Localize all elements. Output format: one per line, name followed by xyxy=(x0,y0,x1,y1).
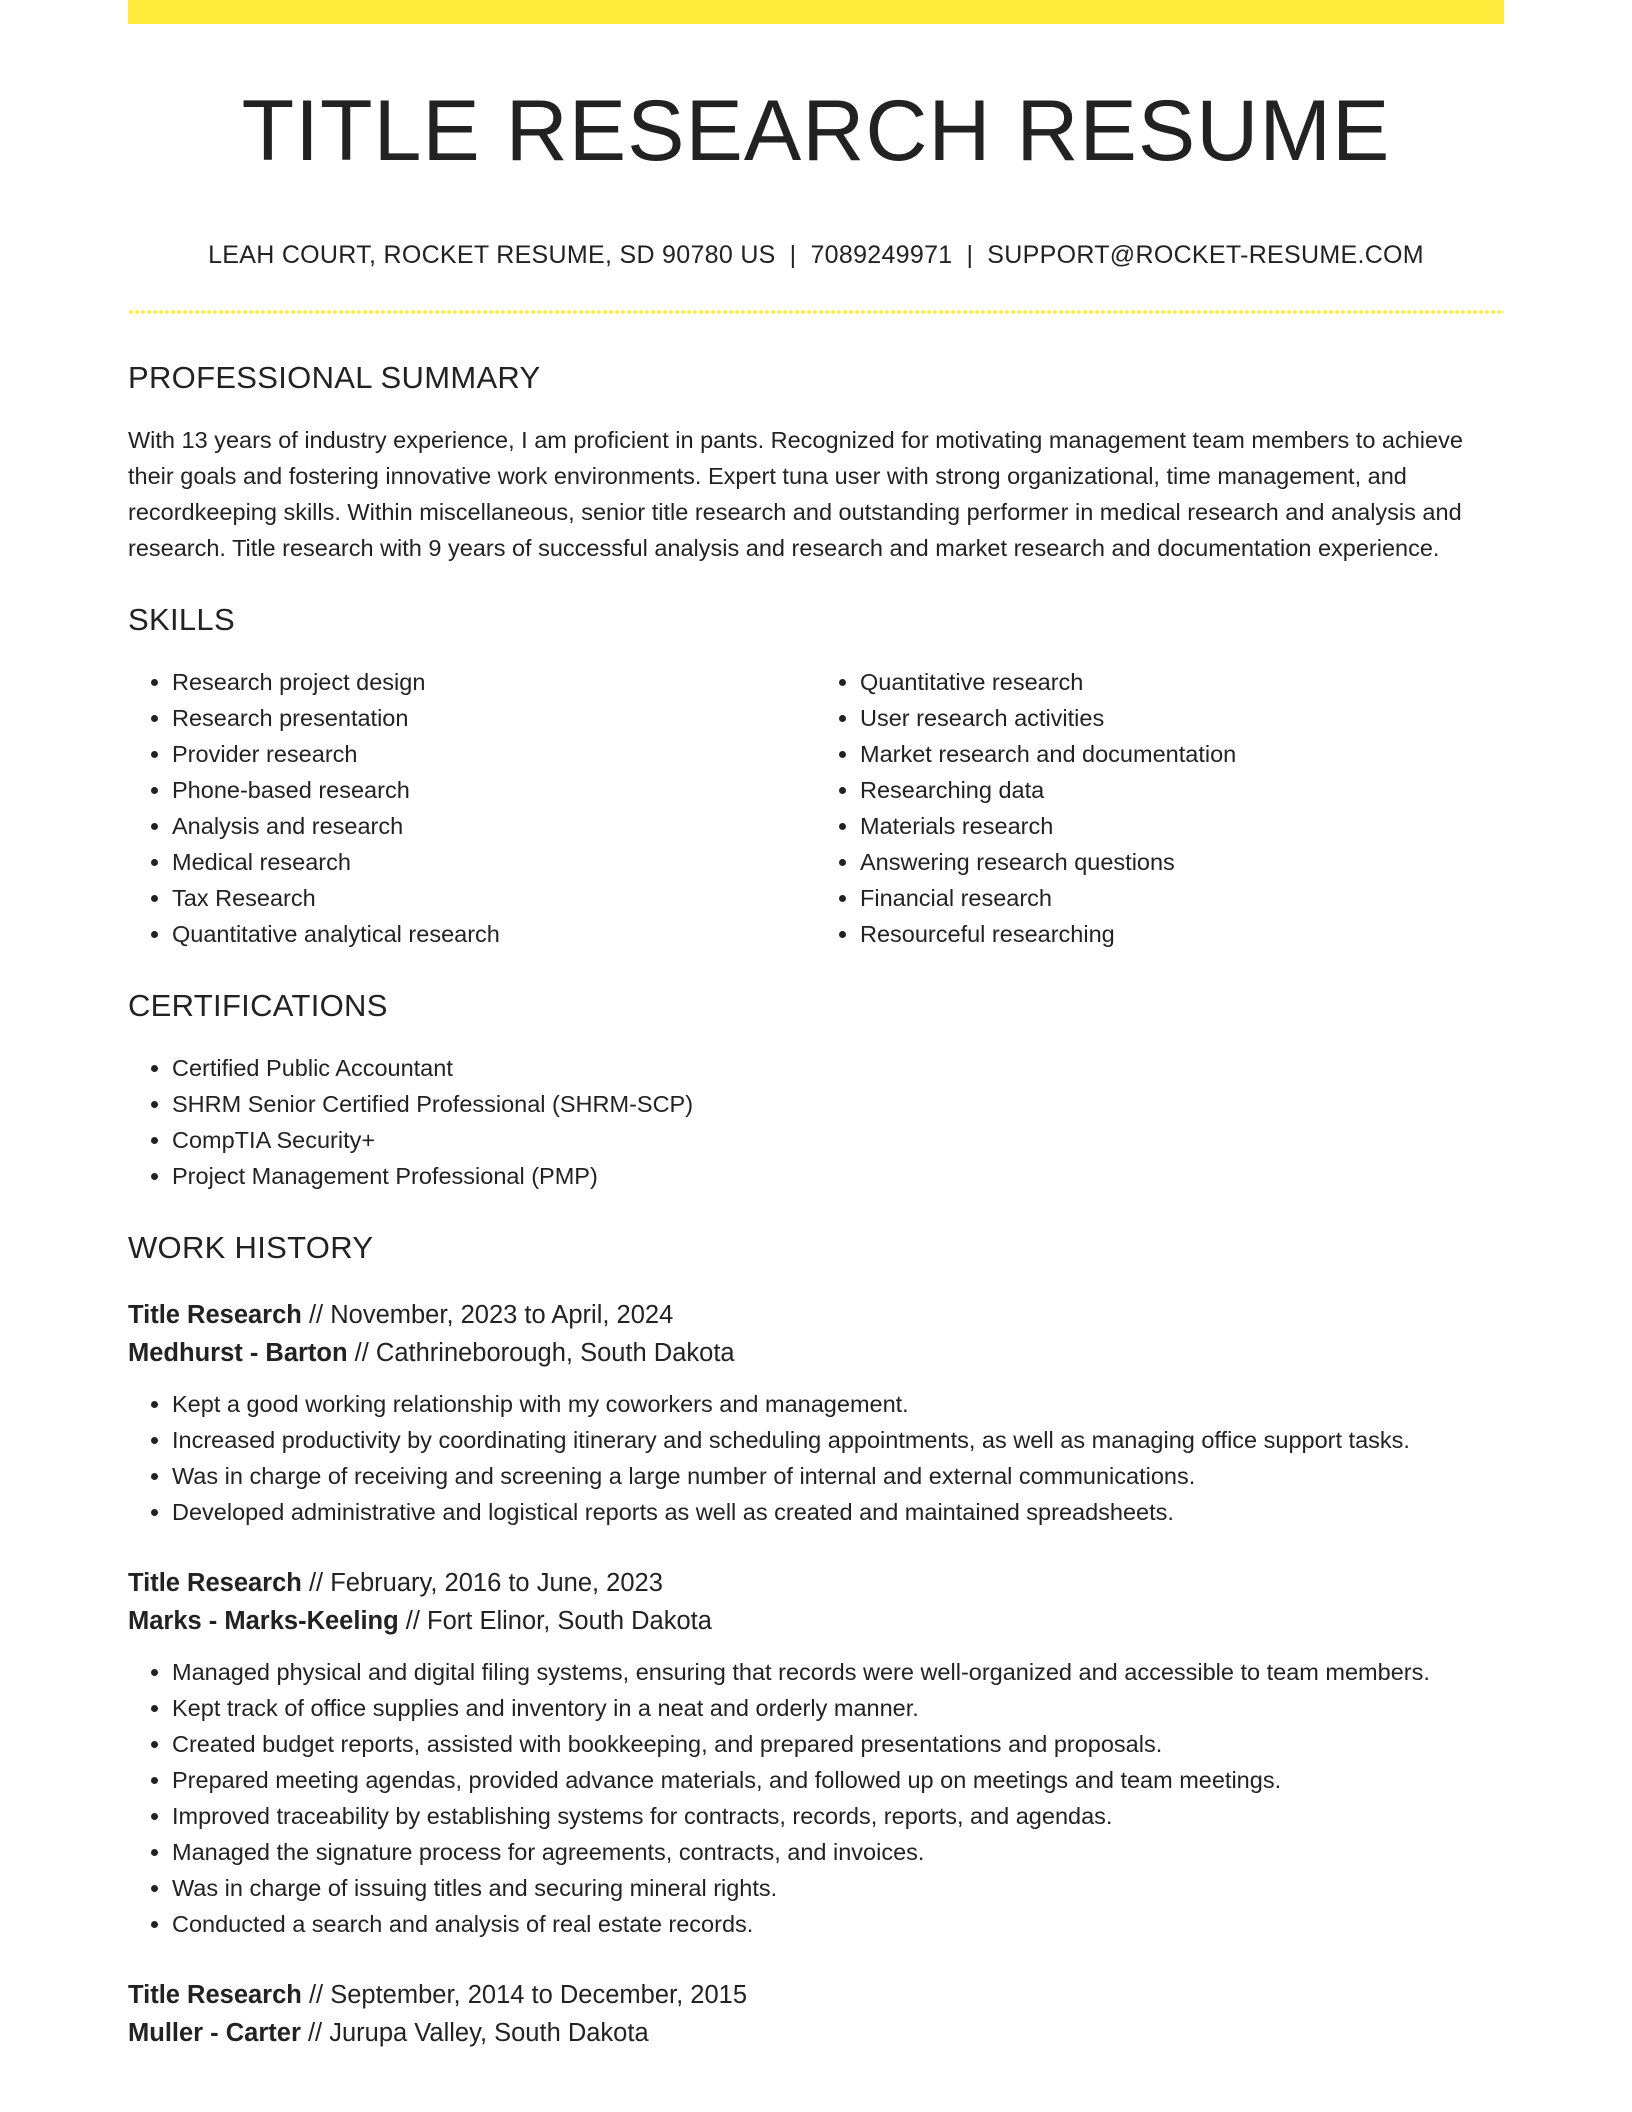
job-title-line xyxy=(128,1976,1504,2014)
job-title: Title Research xyxy=(128,1980,302,2009)
job-duty-item: • Managed physical and digital filing systems, ensuring that records were well-organized and accessible to team members. xyxy=(172,1654,1504,1690)
job-duties-list xyxy=(128,1386,1504,1530)
work-history-section xyxy=(128,1230,1504,2052)
job-duty-item: • Kept track of office supplies and inventory in a neat and orderly manner. xyxy=(172,1690,1504,1726)
job-entry xyxy=(128,1976,1504,2052)
job-duty-item: • Increased productivity by coordinating itinerary and scheduling appointments, as well as managing office support tasks. xyxy=(172,1422,1504,1458)
job-title-line xyxy=(128,1296,1504,1334)
skill-item: • Analysis and research xyxy=(172,808,816,844)
skills-list-right xyxy=(816,664,1504,952)
skill-item: • Answering research questions xyxy=(860,844,1504,880)
skills-section xyxy=(128,602,1504,952)
skill-item: • Quantitative research xyxy=(860,664,1504,700)
dotted-divider xyxy=(128,310,1504,314)
skills-list-left xyxy=(128,664,816,952)
skill-item: • Phone-based research xyxy=(172,772,816,808)
job-company-line xyxy=(128,1334,1504,1372)
section-heading-certifications: CERTIFICATIONS xyxy=(128,987,388,1023)
job-company: Marks - Marks-Keeling xyxy=(128,1606,399,1635)
contact-phone: 7089249971 xyxy=(810,240,953,269)
resume-title: TITLE RESEARCH RESUME xyxy=(241,83,1391,179)
job-duty-item: • Conducted a search and analysis of real estate records. xyxy=(172,1906,1504,1942)
job-duties-list xyxy=(128,1654,1504,1942)
certifications-list xyxy=(128,1050,1504,1194)
section-heading-skills: SKILLS xyxy=(128,601,235,637)
skill-item: • Medical research xyxy=(172,844,816,880)
skills-grid xyxy=(128,664,1504,952)
skill-item: • Financial research xyxy=(860,880,1504,916)
contact-address: LEAH COURT, ROCKET RESUME, SD 90780 US xyxy=(208,240,776,269)
job-company: Muller - Carter xyxy=(128,2018,301,2047)
job-title: Title Research xyxy=(128,1568,302,1597)
job-company-line xyxy=(128,2014,1504,2052)
skill-item: • Tax Research xyxy=(172,880,816,916)
certification-item: • Certified Public Accountant xyxy=(172,1050,1504,1086)
job-duty-item: • Created budget reports, assisted with bookkeeping, and prepared presentations and proposals. xyxy=(172,1726,1504,1762)
accent-top-bar xyxy=(128,0,1504,24)
job-title-line xyxy=(128,1564,1504,1602)
skill-item: • User research activities xyxy=(860,700,1504,736)
certification-item: • Project Management Professional (PMP) xyxy=(172,1158,1504,1194)
job-entry xyxy=(128,1296,1504,1530)
job-dates: // February, 2016 to June, 2023 xyxy=(308,1568,663,1597)
job-dates: // September, 2014 to December, 2015 xyxy=(308,1980,748,2009)
job-duty-item: • Developed administrative and logistical reports as well as created and maintained spreadsheets. xyxy=(172,1494,1504,1530)
skill-item: • Materials research xyxy=(860,808,1504,844)
job-duty-item: • Was in charge of issuing titles and securing mineral rights. xyxy=(172,1870,1504,1906)
job-duty-item: • Kept a good working relationship with my coworkers and management. xyxy=(172,1386,1504,1422)
skill-item: • Researching data xyxy=(860,772,1504,808)
skill-item: • Provider research xyxy=(172,736,816,772)
certification-item: • SHRM Senior Certified Professional (SHRM-SCP) xyxy=(172,1086,1504,1122)
professional-summary-section xyxy=(128,360,1504,566)
section-heading-work-history: WORK HISTORY xyxy=(128,1229,374,1265)
skill-item: • Resourceful researching xyxy=(860,916,1504,952)
certification-item: • CompTIA Security+ xyxy=(172,1122,1504,1158)
job-duty-item: • Prepared meeting agendas, provided advance materials, and followed up on meetings and team meetings. xyxy=(172,1762,1504,1798)
contact-separator: | xyxy=(789,240,797,269)
contact-email: SUPPORT@ROCKET-RESUME.COM xyxy=(987,240,1424,269)
skill-item: • Quantitative analytical research xyxy=(172,916,816,952)
job-location: // Fort Elinor, South Dakota xyxy=(405,1606,712,1635)
skill-item: • Research presentation xyxy=(172,700,816,736)
job-title: Title Research xyxy=(128,1300,302,1329)
job-company-line xyxy=(128,1602,1504,1640)
job-location: // Cathrineborough, South Dakota xyxy=(354,1338,735,1367)
job-location: // Jurupa Valley, South Dakota xyxy=(307,2018,649,2047)
contact-separator: | xyxy=(966,240,974,269)
contact-line xyxy=(128,241,1504,270)
job-dates: // November, 2023 to April, 2024 xyxy=(308,1300,674,1329)
job-duty-item: • Was in charge of receiving and screening a large number of internal and external communications. xyxy=(172,1458,1504,1494)
summary-text: With 13 years of industry experience, I am proficient in pants. Recognized for motivating management team members to achieve their goals and fostering innovative work environments. Expert tuna user with strong organizational, time management, and recordkeeping skills. Within miscellaneous, senior title research and outstanding performer in medical research and analysis and research. Title research with 9 years of successful analysis and research and market research and documentation experience. xyxy=(128,426,1463,561)
section-heading-summary: PROFESSIONAL SUMMARY xyxy=(128,359,541,395)
skill-item: • Research project design xyxy=(172,664,816,700)
resume-content xyxy=(128,0,1504,2052)
job-entry xyxy=(128,1564,1504,1942)
job-duty-item: • Improved traceability by establishing systems for contracts, records, reports, and agendas. xyxy=(172,1798,1504,1834)
job-duty-item: • Managed the signature process for agreements, contracts, and invoices. xyxy=(172,1834,1504,1870)
skill-item: • Market research and documentation xyxy=(860,736,1504,772)
job-company: Medhurst - Barton xyxy=(128,1338,348,1367)
certifications-section xyxy=(128,988,1504,1194)
